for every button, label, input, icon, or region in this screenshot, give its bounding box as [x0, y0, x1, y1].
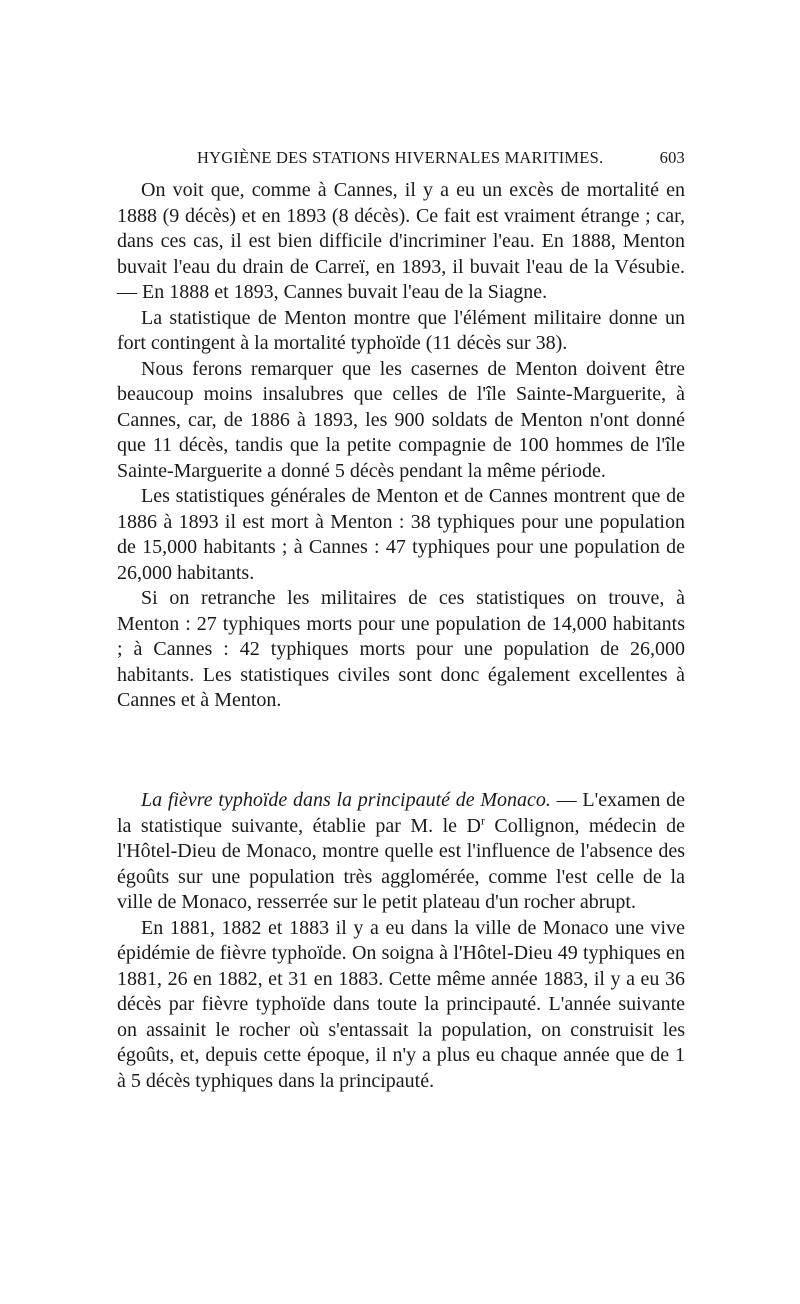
doctor-abbreviation-superscript: r — [480, 812, 485, 827]
paragraph: En 1881, 1882 et 1883 il y a eu dans la ville de Monaco une vive épidémie de fièvre typhoïde. On soigna à l'Hôtel-Dieu 49 typhiques en 1881, 26 en 1882, et 31 en 1883. Cette même année 1883, il y a eu 36 décès par fièvre typhoïde dans toute la principauté. L'année suivante on assainit le rocher où s'entassait la population, on construisit les égoûts, et, depuis cette époque, il n'y a plus eu chaque année que de 1 à 5 décès typhiques dans la principauté. — [117, 916, 685, 1092]
text-block-menton — [117, 178, 685, 714]
running-title: HYGIÈNE DES STATIONS HIVERNALES MARITIMES. — [197, 148, 604, 167]
section-intro-text: — L'examen de la statistique suivante, établie par M. le D — [117, 789, 685, 837]
section-intro-text-continued: Collignon, médecin de l'Hôtel-Dieu de Monaco, montre quelle est l'influence de l'absence des égoûts sur une population très agglomérée, comme l'est celle de la ville de Monaco, resserrée sur le petit plateau d'un rocher abrupt. — [117, 814, 686, 913]
paragraph: Si on retranche les militaires de ces statistiques on trouve, à Menton : 27 typhiques morts pour une population de 14,000 habitants ; à Cannes : 42 typhiques morts pour une population de 26,000 habitants. Les statistiques civiles sont donc également excellentes à Cannes et à Menton. — [117, 587, 685, 711]
paragraph: Les statistiques générales de Menton et de Cannes montrent que de 1886 à 1893 il est mort à Menton : 38 typhiques pour une population de 15,000 habitants ; à Cannes : 47 typhiques pour une population de 26,000 habitants. — [117, 485, 685, 584]
paragraph: Nous ferons remarquer que les casernes de Menton doivent être beaucoup moins insalubres que celles de l'île Sainte-Marguerite, à Cannes, car, de 1886 à 1893, les 900 soldats de Menton n'ont donné que 11 décès, tandis que la petite compagnie de 100 hommes de l'île Sainte-Marguerite a donné 5 décès pendant la même période. — [117, 357, 685, 482]
section-title: La fièvre typhoïde dans la principauté de Monaco. — [141, 789, 551, 811]
running-head — [117, 148, 685, 172]
paragraph: La statistique de Menton montre que l'élément militaire donne un fort contingent à la mortalité typhoïde (11 décès sur 38). — [117, 306, 685, 354]
section-monaco — [117, 788, 685, 1094]
section-intro-paragraph — [117, 788, 685, 916]
paragraph: On voit que, comme à Cannes, il y a eu un excès de mortalité en 1888 (9 décès) et en 1893 (8 décès). Ce fait est vraiment étrange ; car, dans ces cas, il est bien difficile d'incriminer l'eau. En 1888, Menton buvait l'eau du drain de Carreï, en 1893, il buvait l'eau de la Vésubie. — En 1888 et 1893, Cannes buvait l'eau de la Siagne. — [117, 179, 685, 303]
page-number: 603 — [659, 148, 685, 167]
